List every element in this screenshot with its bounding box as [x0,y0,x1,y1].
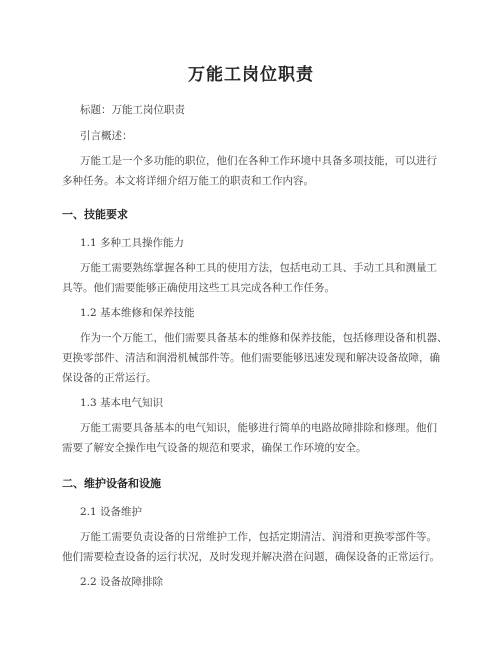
item-1-1-line-2: 具等。他们需要能够正确使用这些工具完成各种工作任务。 [62,282,335,294]
item-1-3-line-1: 万能工需要具备基本的电气知识，能够进行简单的电路故障排除和修理。他们 [80,422,437,434]
item-label-2-2: 2.2 设备故障排除 [80,576,164,588]
item-label-2-1: 2.1 设备维护 [80,506,143,518]
intro-line-2: 多种任务。本文将详细介绍万能工的职责和工作内容。 [62,175,314,187]
item-1-3-line-2: 需要了解安全操作电气设备的规范和要求，确保工作环境的安全。 [62,442,367,454]
item-1-1-line-1: 万能工需要熟练掌握各种工具的使用方法，包括电动工具、手动工具和测量工 [80,262,437,274]
document-title: 万能工岗位职责 [188,65,314,85]
item-1-2-line-1: 作为一个万能工，他们需要具备基本的维修和保养技能，包括修理设备和机器、 [80,332,448,344]
intro-line-1: 万能工是一个多功能的职位，他们在各种工作环境中具备多项技能，可以进行 [80,155,437,167]
subtitle-line: 标题：万能工岗位职责 [80,104,185,116]
item-label-1-1: 1.1 多种工具操作能力 [80,237,185,249]
item-label-1-2: 1.2 基本维修和保养技能 [80,307,195,319]
item-label-1-3: 1.3 基本电气知识 [80,397,164,409]
item-2-1-line-2: 他们需要检查设备的运行状况，及时发现并解决潜在问题，确保设备的正常运行。 [62,551,440,563]
item-1-2-line-2: 更换零部件、清洁和润滑机械部件等。他们需要能够迅速发现和解决设备故障，确 [62,352,440,364]
item-2-1-line-1: 万能工需要负责设备的日常维护工作，包括定期清洁、润滑和更换零部件等。 [80,531,437,543]
section-heading-1: 一、技能要求 [62,208,128,221]
item-1-2-line-3: 保设备的正常运行。 [62,372,157,384]
intro-label: 引言概述： [80,130,133,142]
section-heading-2: 二、维护设备和设施 [62,477,161,490]
